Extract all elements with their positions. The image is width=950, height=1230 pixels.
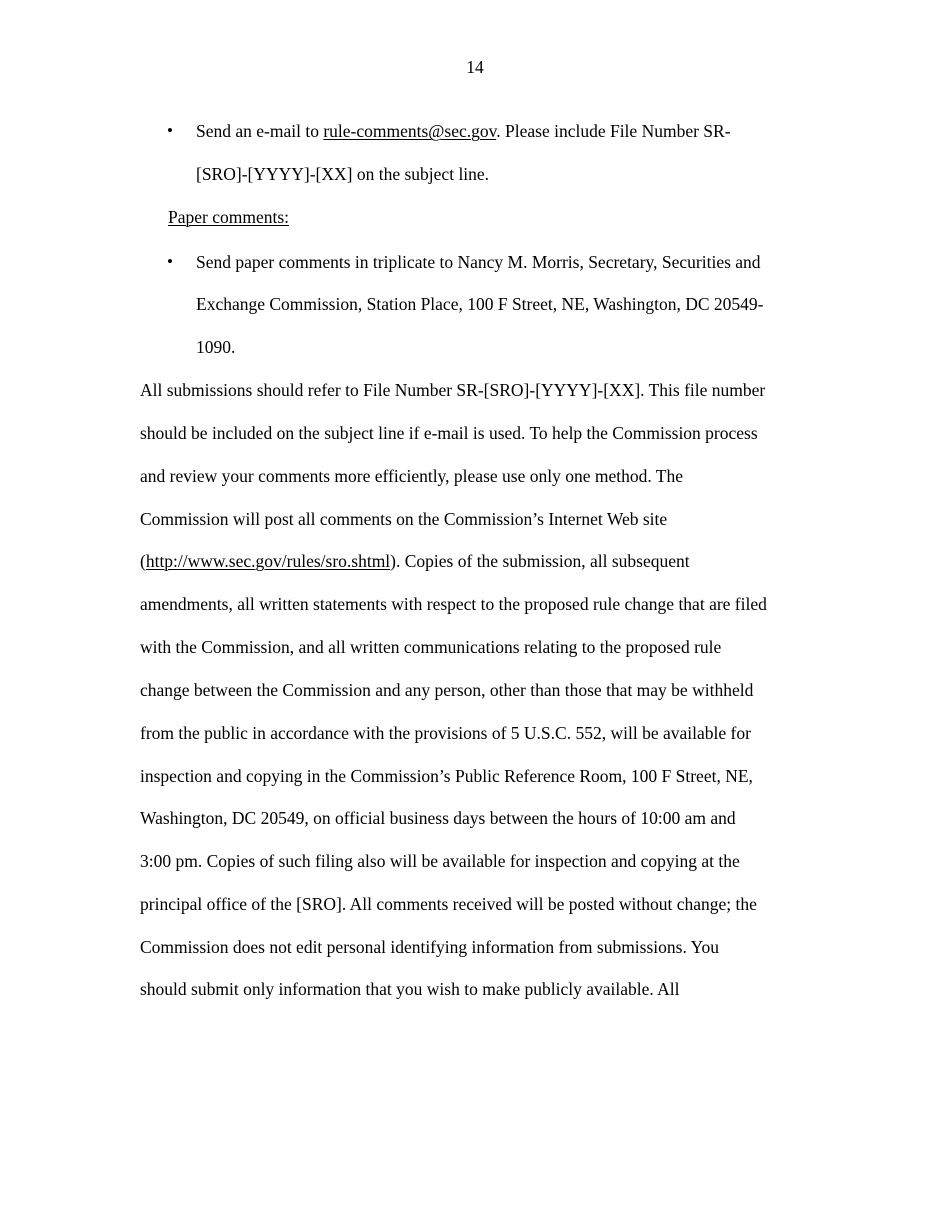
page-number: 14 xyxy=(466,57,484,77)
paper-comments-heading-text: Paper comments: xyxy=(168,207,290,227)
paragraph-line: inspection and copying in the Commission’s Public Reference Room, 100 F Street, NE, xyxy=(140,766,753,786)
email-bullet-prefix: Send an e-mail to xyxy=(196,121,324,141)
paper-bullet-line: Send paper comments in triplicate to Nancy M. Morris, Secretary, Securities and xyxy=(196,252,761,272)
email-bullet-line-1 xyxy=(196,121,731,141)
paper-comments-heading xyxy=(168,207,289,227)
paragraph-line: Commission does not edit personal identifying information from submissions. You xyxy=(140,937,719,957)
paragraph-line: Commission will post all comments on the Commission’s Internet Web site xyxy=(140,509,668,529)
paragraph-line: with the Commission, and all written communications relating to the proposed rule xyxy=(140,637,722,657)
paragraph-line: and review your comments more efficiently, please use only one method. The xyxy=(140,466,683,486)
sec-web-link[interactable]: http://www.sec.gov/rules/sro.shtml xyxy=(145,551,391,571)
paper-bullet-line: Exchange Commission, Station Place, 100 F Street, NE, Washington, DC 20549- xyxy=(196,294,764,314)
email-link[interactable]: rule-comments@sec.gov xyxy=(323,121,497,141)
paper-bullet-line: 1090. xyxy=(196,337,236,357)
paragraph-link-line xyxy=(140,551,690,571)
paragraph-line: should submit only information that you wish to make publicly available. All xyxy=(140,979,680,999)
bullet-marker: • xyxy=(167,252,173,271)
paragraph-line: principal office of the [SRO]. All comments received will be posted without change; the xyxy=(140,894,757,914)
paragraph-line: should be included on the subject line if e-mail is used. To help the Commission process xyxy=(140,423,758,443)
email-bullet-line-2: [SRO]-[YYYY]-[XX] on the subject line. xyxy=(196,164,490,184)
paragraph-line: amendments, all written statements with respect to the proposed rule change that are filed xyxy=(140,594,767,614)
paragraph-line: change between the Commission and any person, other than those that may be withheld xyxy=(140,680,754,700)
email-bullet-suffix: . Please include File Number SR- xyxy=(496,121,731,141)
paragraph-line: Washington, DC 20549, on official business days between the hours of 10:00 am and xyxy=(140,808,736,828)
link-line-suffix: ). Copies of the submission, all subsequent xyxy=(390,551,690,571)
bullet-marker: • xyxy=(167,121,173,140)
link-open-paren: ( xyxy=(140,551,146,571)
paragraph-line: 3:00 pm. Copies of such filing also will be available for inspection and copying at the xyxy=(140,851,740,871)
paragraph-line: from the public in accordance with the provisions of 5 U.S.C. 552, will be available for xyxy=(140,723,751,743)
paragraph-line: All submissions should refer to File Number SR-[SRO]-[YYYY]-[XX]. This file number xyxy=(140,380,766,400)
